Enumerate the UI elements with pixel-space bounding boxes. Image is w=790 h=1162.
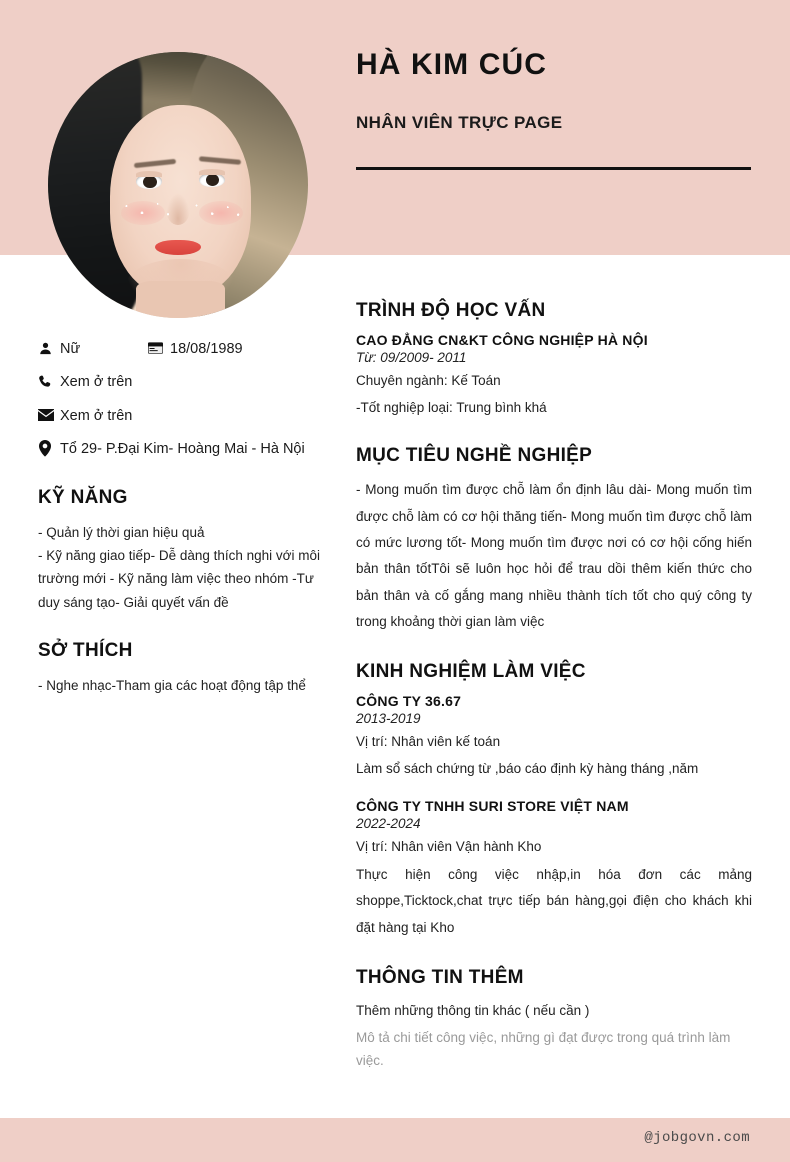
job-position: Vị trí: Nhân viên kế toán <box>356 734 501 750</box>
additional-line-1: Thêm những thông tin khác ( nếu cần ) <box>356 1002 590 1018</box>
person-icon <box>38 339 60 357</box>
contact-row-email <box>38 405 328 427</box>
skills-line-2: - Kỹ năng giao tiếp- Dễ dàng thích nghi với môi trường mới - Kỹ năng làm việc theo nhóm -Tư duy sáng tạo- Giải quyết vấn đề <box>38 548 321 610</box>
contact-row-gender-birthday <box>38 338 328 360</box>
education-heading: TRÌNH ĐỘ HỌC VẤN <box>356 300 546 321</box>
envelope-icon <box>38 406 60 424</box>
page-title: HÀ KIM CÚC <box>356 48 547 81</box>
education-school: CAO ĐẲNG CN&KT CÔNG NGHIỆP HÀ NỘI <box>356 332 648 348</box>
objective-text: - Mong muốn tìm được chỗ làm ổn định lâu dài- Mong muốn tìm được chỗ làm có cơ hội thăng tiến- Mong muốn tìm được chỗ làm có mức lương tốt- Mong muốn tìm được nơi có cơ hội cống hiến bản thân tốtTôi sẽ luôn học hỏi để trau dồi thêm kiến thức cho bản thân và cố gắng mang nhiều thành tích tốt cho quý công ty trong khoảng thời gian làm việc <box>356 482 752 629</box>
contact-list <box>38 338 328 461</box>
skills-line-1: - Quản lý thời gian hiệu quả <box>38 524 205 540</box>
experience-heading: KINH NGHIỆM LÀM VIỆC <box>356 661 586 683</box>
additional-line-2: Mô tả chi tiết công việc, những gì đạt được trong quá trình làm việc. <box>356 1029 731 1069</box>
skills-heading: KỸ NĂNG <box>38 486 128 508</box>
address-value: Tổ 29- P.Đại Kim- Hoàng Mai - Hà Nội <box>60 441 305 458</box>
birthday-value: 18/08/1989 <box>170 341 243 357</box>
education-section <box>356 300 752 419</box>
watermark: @jobgovn.com <box>644 1130 750 1146</box>
contact-row-phone <box>38 371 328 393</box>
job-title: NHÂN VIÊN TRỰC PAGE <box>356 113 563 132</box>
header-divider <box>356 167 751 170</box>
job-company: CÔNG TY TNHH SURI STORE VIỆT NAM <box>356 798 629 815</box>
sidebar <box>38 338 328 697</box>
phone-icon <box>38 372 60 390</box>
education-period: Từ: 09/2009- 2011 <box>356 350 467 365</box>
experience-job-1 <box>356 693 752 780</box>
id-card-icon <box>148 339 170 357</box>
education-result: -Tốt nghiệp loại: Trung bình khá <box>356 399 547 415</box>
profile-photo-image <box>48 52 308 318</box>
job-description: Làm sổ sách chứng từ ,báo cáo định kỳ hàng tháng ,năm <box>356 760 699 776</box>
contact-row-address <box>38 438 328 460</box>
job-description: Thực hiện công việc nhập,in hóa đơn các mảng shoppe,Ticktock,chat trực tiếp bán hàng,gọi điện cho khách khi đặt hàng tại Kho <box>356 867 752 935</box>
experience-section <box>356 661 752 941</box>
objective-heading: MỤC TIÊU NGHỀ NGHIỆP <box>356 445 593 467</box>
profile-photo <box>48 52 308 318</box>
job-company: CÔNG TY 36.67 <box>356 693 462 710</box>
email-value: Xem ở trên <box>60 407 133 424</box>
job-period: 2022-2024 <box>356 816 421 832</box>
additional-heading: THÔNG TIN THÊM <box>356 966 524 988</box>
gender-value: Nữ <box>60 341 81 357</box>
location-pin-icon <box>38 439 60 457</box>
footer-bar <box>0 1118 790 1162</box>
objective-section <box>356 445 752 635</box>
phone-value: Xem ở trên <box>60 374 133 391</box>
job-period: 2013-2019 <box>356 711 421 727</box>
main-content <box>356 300 752 1076</box>
education-major: Chuyên ngành: Kế Toán <box>356 373 501 388</box>
job-position: Vị trí: Nhân viên Vận hành Kho <box>356 839 542 855</box>
experience-job-2 <box>356 798 752 941</box>
hobbies-text: - Nghe nhạc-Tham gia các hoạt động tập thể <box>38 677 306 693</box>
hobbies-heading: SỞ THÍCH <box>38 639 133 661</box>
additional-section <box>356 967 752 1073</box>
header-block <box>356 48 752 133</box>
